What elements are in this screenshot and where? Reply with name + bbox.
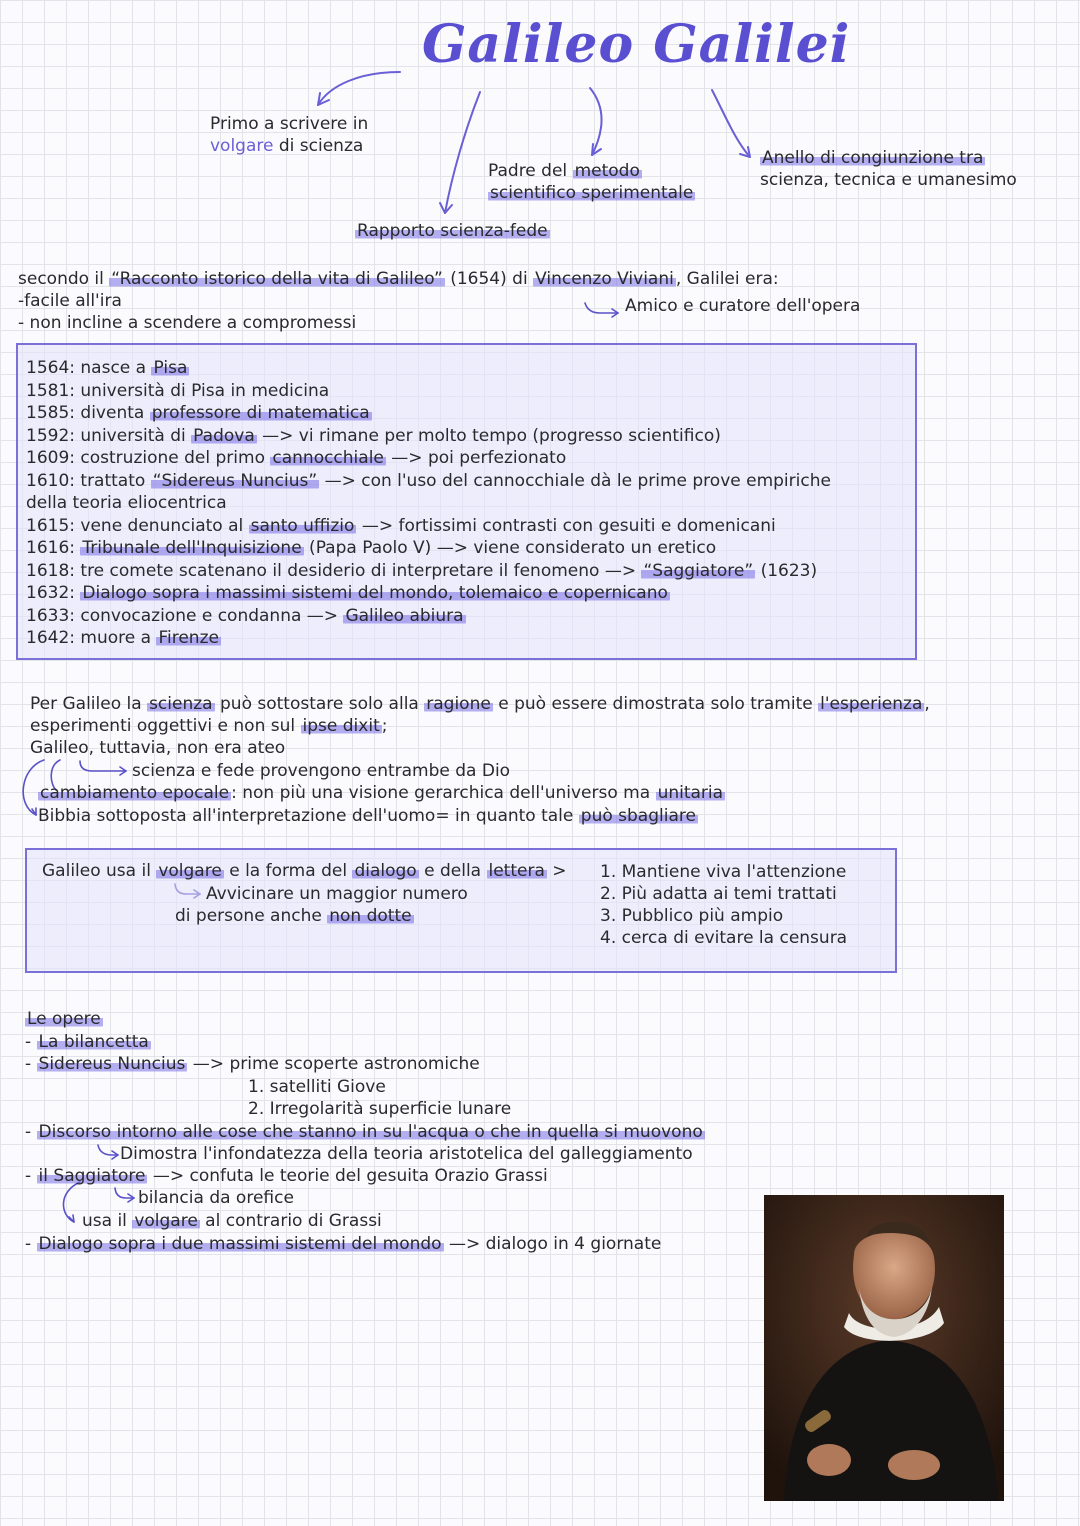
timeline-row: [26, 470, 831, 493]
timeline-highlight: Tribunale dell'Inquisizione: [82, 538, 302, 558]
volgare-box-line2: Avvicinare un maggior numero: [206, 884, 468, 904]
opere-item-discorso: - Discorso intorno alle cose che stanno in su l'acqua o che in quella si muovono: [25, 1122, 703, 1142]
opere-o4s2-a: usa il: [82, 1211, 133, 1231]
timeline-row: [26, 357, 831, 380]
vb-l1-volgare: volgare: [158, 861, 222, 881]
timeline-year: 1610:: [26, 470, 75, 491]
viviani-trait2: - non incline a scendere a compromessi: [18, 313, 357, 333]
opere-o4s2-c: al contrario di Grassi: [199, 1211, 382, 1231]
timeline-row: [26, 447, 831, 470]
timeline-row: [26, 605, 831, 628]
timeline-highlight: cannocchiale: [272, 448, 384, 468]
scienza-l6-a: Bibbia sottoposta all'interpretazione dell'uomo= in quanto tale: [38, 806, 579, 826]
scienza-l1-e: e può essere dimostrata solo tramite: [492, 694, 819, 714]
volgare-reasons: [600, 861, 847, 949]
timeline-box: [16, 343, 917, 660]
mindmap-volgare: [210, 113, 368, 157]
opere-item-saggiatore: - il Saggiatore —> confuta le teorie del gesuita Orazio Grassi: [25, 1166, 548, 1186]
scienza-l2-a: esperimenti oggettivi e non sul: [30, 716, 301, 736]
timeline-year: 1615:: [26, 515, 75, 536]
scienza-line2: [30, 715, 387, 737]
timeline-highlight: “Saggiatore”: [643, 560, 754, 581]
opere-item-sidereus: - Sidereus Nuncius —> prime scoperte astronomiche: [25, 1054, 480, 1074]
vb-l1-g: >: [546, 861, 567, 881]
timeline-year: 1564:: [26, 358, 75, 378]
timeline-text: convocazione e condanna —>: [75, 605, 344, 626]
timeline-year: 1618:: [26, 560, 75, 581]
scienza-l1-ragione: ragione: [426, 694, 491, 714]
timeline-row: [26, 380, 831, 403]
scienza-line1: [30, 693, 930, 715]
timeline-year: 1581:: [26, 380, 75, 401]
vb-l1-e: e della: [418, 861, 487, 881]
page-title: Galileo Galilei: [422, 14, 851, 75]
mindmap-anello-line1: Anello di congiunzione tra: [762, 148, 984, 168]
vb-l1-c: e la forma del: [223, 861, 353, 881]
opere-o5-b: —> dialogo in 4 giornate: [443, 1234, 662, 1254]
opere-sidereus-sub1: 1. satelliti Giove: [248, 1077, 386, 1097]
timeline-text: università di: [75, 425, 192, 446]
timeline-year: 1642:: [26, 628, 75, 648]
viviani-e: , Galilei era:: [675, 269, 779, 289]
galileo-portrait: [764, 1195, 1004, 1501]
opere-o5-a: Dialogo sopra i due massimi sistemi del mondo: [38, 1234, 442, 1254]
mindmap-metodo: [488, 160, 695, 204]
timeline-rest: —> vi rimane per molto tempo (progresso scientifico): [256, 425, 721, 446]
reason-item: 3. Pubblico più ampio: [600, 906, 784, 926]
timeline-year: 1632:: [26, 583, 75, 603]
scienza-l2-c: ;: [381, 716, 388, 736]
opere-o4-a: il Saggiatore: [38, 1166, 146, 1186]
mindmap-rapporto: [355, 220, 550, 242]
vb-l1-a: Galileo usa il: [42, 861, 157, 881]
vb-l1-lettera: lettera: [488, 861, 545, 881]
timeline-row: [26, 537, 831, 560]
opere-heading-text: Le opere: [27, 1009, 101, 1029]
viviani-intro: [18, 268, 779, 290]
reason-item: 2. Più adatta ai temi trattati: [600, 884, 837, 904]
timeline-text: tre comete scatenano il desiderio di interpretare il fenomeno —>: [75, 560, 642, 581]
opere-o3: Discorso intorno alle cose che stanno in su l'acqua o che in quella si muovono: [38, 1122, 703, 1142]
timeline-text: diventa: [75, 403, 150, 423]
timeline-text: trattato: [75, 470, 151, 491]
scienza-l5-cambiamento: cambiamento epocale: [40, 783, 230, 803]
opere-item-dialogo: - Dialogo sopra i due massimi sistemi del mondo —> dialogo in 4 giornate: [25, 1234, 662, 1254]
viviani-a: secondo il: [18, 269, 110, 289]
vb-l3-a: di persone anche: [175, 906, 328, 926]
opere-o4-b: —> confuta le teorie del gesuita Orazio Grassi: [147, 1166, 548, 1186]
mindmap-metodo-b: metodo: [574, 161, 640, 181]
opere-heading: [25, 1008, 103, 1030]
opere-saggiatore-sub2: [82, 1210, 382, 1232]
viviani-note: Amico e curatore dell'opera: [625, 296, 861, 316]
mindmap-volgare-rest: di scienza: [273, 136, 364, 156]
mindmap-metodo-a: Padre del: [488, 161, 573, 181]
opere-o2-b: —> prime scoperte astronomiche: [187, 1054, 480, 1074]
opere-o2-a: Sidereus Nuncius: [38, 1054, 186, 1074]
mindmap-volgare-word: volgare: [210, 136, 274, 156]
scienza-line5: [38, 782, 725, 804]
scienza-l1-g: ,: [924, 694, 930, 714]
timeline-year: 1585:: [26, 403, 75, 423]
timeline-rest: (Papa Paolo V) —> viene considerato un eretico: [303, 538, 717, 558]
scienza-l1-a: Per Galileo la: [30, 694, 148, 714]
timeline-rest: —> con l'uso del cannocchiale dà le prime prove empiriche: [319, 470, 831, 491]
reason-item: 1. Mantiene viva l'attenzione: [600, 862, 847, 882]
timeline-row: [26, 627, 831, 650]
scienza-line3: Galileo, tuttavia, non era ateo: [30, 738, 286, 758]
timeline-year: 1609:: [26, 448, 75, 468]
timeline-rest: —> poi perfezionato: [385, 448, 567, 468]
viviani-author: Vincenzo Viviani: [535, 269, 674, 289]
timeline-text: vene denunciato al: [75, 515, 249, 536]
timeline-text: nasce a: [75, 358, 152, 378]
timeline-row: [26, 425, 831, 448]
timeline-row: [26, 515, 831, 538]
scienza-line4: scienza e fede provengono entrambe da Dio: [132, 761, 511, 781]
timeline-row: [26, 560, 831, 583]
mindmap-anello: [760, 147, 1017, 191]
opere-item-bilancetta: - La bilancetta: [25, 1032, 149, 1052]
scienza-l1-c: può sottostare solo alla: [214, 694, 425, 714]
scienza-line6: [38, 805, 698, 827]
opere-discorso-sub: Dimostra l'infondatezza della teoria aristotelica del galleggiamento: [120, 1144, 693, 1164]
timeline-year: 1592:: [26, 425, 75, 446]
opere-saggiatore-sub1: bilancia da orefice: [138, 1188, 294, 1208]
viviani-trait1: -facile all'ira: [18, 291, 122, 311]
scienza-l2-ipse: ipse dixit: [302, 716, 380, 736]
timeline-list: [26, 357, 831, 650]
scienza-l1-scienza: scienza: [149, 694, 213, 714]
volgare-box-line3: [175, 905, 414, 927]
scienza-l6-sbagliare: può sbagliare: [580, 806, 696, 826]
mindmap-rapporto-text: Rapporto scienza-fede: [357, 221, 548, 241]
timeline-highlight: santo uffizio: [250, 515, 355, 536]
mindmap-metodo-line2: scientifico sperimentale: [490, 183, 694, 203]
mindmap-anello-line2: scienza, tecnica e umanesimo: [760, 170, 1017, 190]
scienza-l1-esperienza: l'esperienza: [820, 694, 923, 714]
timeline-highlight: Padova: [193, 425, 255, 446]
vb-l3-nondotte: non dotte: [329, 906, 412, 926]
timeline-year: 1616:: [26, 538, 75, 558]
timeline-row: [26, 492, 831, 515]
volgare-box-line1: [42, 860, 567, 882]
timeline-text: muore a: [75, 628, 157, 648]
opere-o1: La bilancetta: [38, 1032, 149, 1052]
timeline-highlight: professore di matematica: [151, 403, 370, 423]
timeline-row: [26, 582, 831, 605]
timeline-text: della teoria eliocentrica: [26, 493, 227, 513]
viviani-c: (1654) di: [444, 269, 534, 289]
opere-o4s2-volgare: volgare: [134, 1211, 198, 1231]
timeline-highlight: “Sidereus Nuncius”: [152, 470, 318, 491]
timeline-highlight: Galileo abiura: [345, 605, 464, 626]
timeline-rest: (1623): [755, 560, 818, 581]
timeline-text: costruzione del primo: [75, 448, 271, 468]
timeline-text: università di Pisa in medicina: [75, 380, 330, 401]
timeline-rest: —> fortissimi contrasti con gesuiti e domenicani: [356, 515, 776, 536]
viviani-racconto: “Racconto istorico della vita di Galileo”: [111, 269, 443, 289]
reason-item: 4. cerca di evitare la censura: [600, 928, 848, 948]
timeline-row: [26, 402, 831, 425]
timeline-year: 1633:: [26, 605, 75, 626]
timeline-highlight: Pisa: [153, 358, 188, 378]
vb-l1-dialogo: dialogo: [354, 861, 417, 881]
opere-sidereus-sub2: 2. Irregolarità superficie lunare: [248, 1099, 512, 1119]
mindmap-volgare-line1: Primo a scrivere in: [210, 114, 369, 134]
scienza-l5-unitaria: unitaria: [657, 783, 724, 803]
timeline-highlight: Firenze: [158, 628, 219, 648]
scienza-l5-b: : non più una visione gerarchica dell'universo ma: [231, 783, 656, 803]
timeline-highlight: Dialogo sopra i massimi sistemi del mondo, tolemaico e copernicano: [82, 583, 668, 603]
